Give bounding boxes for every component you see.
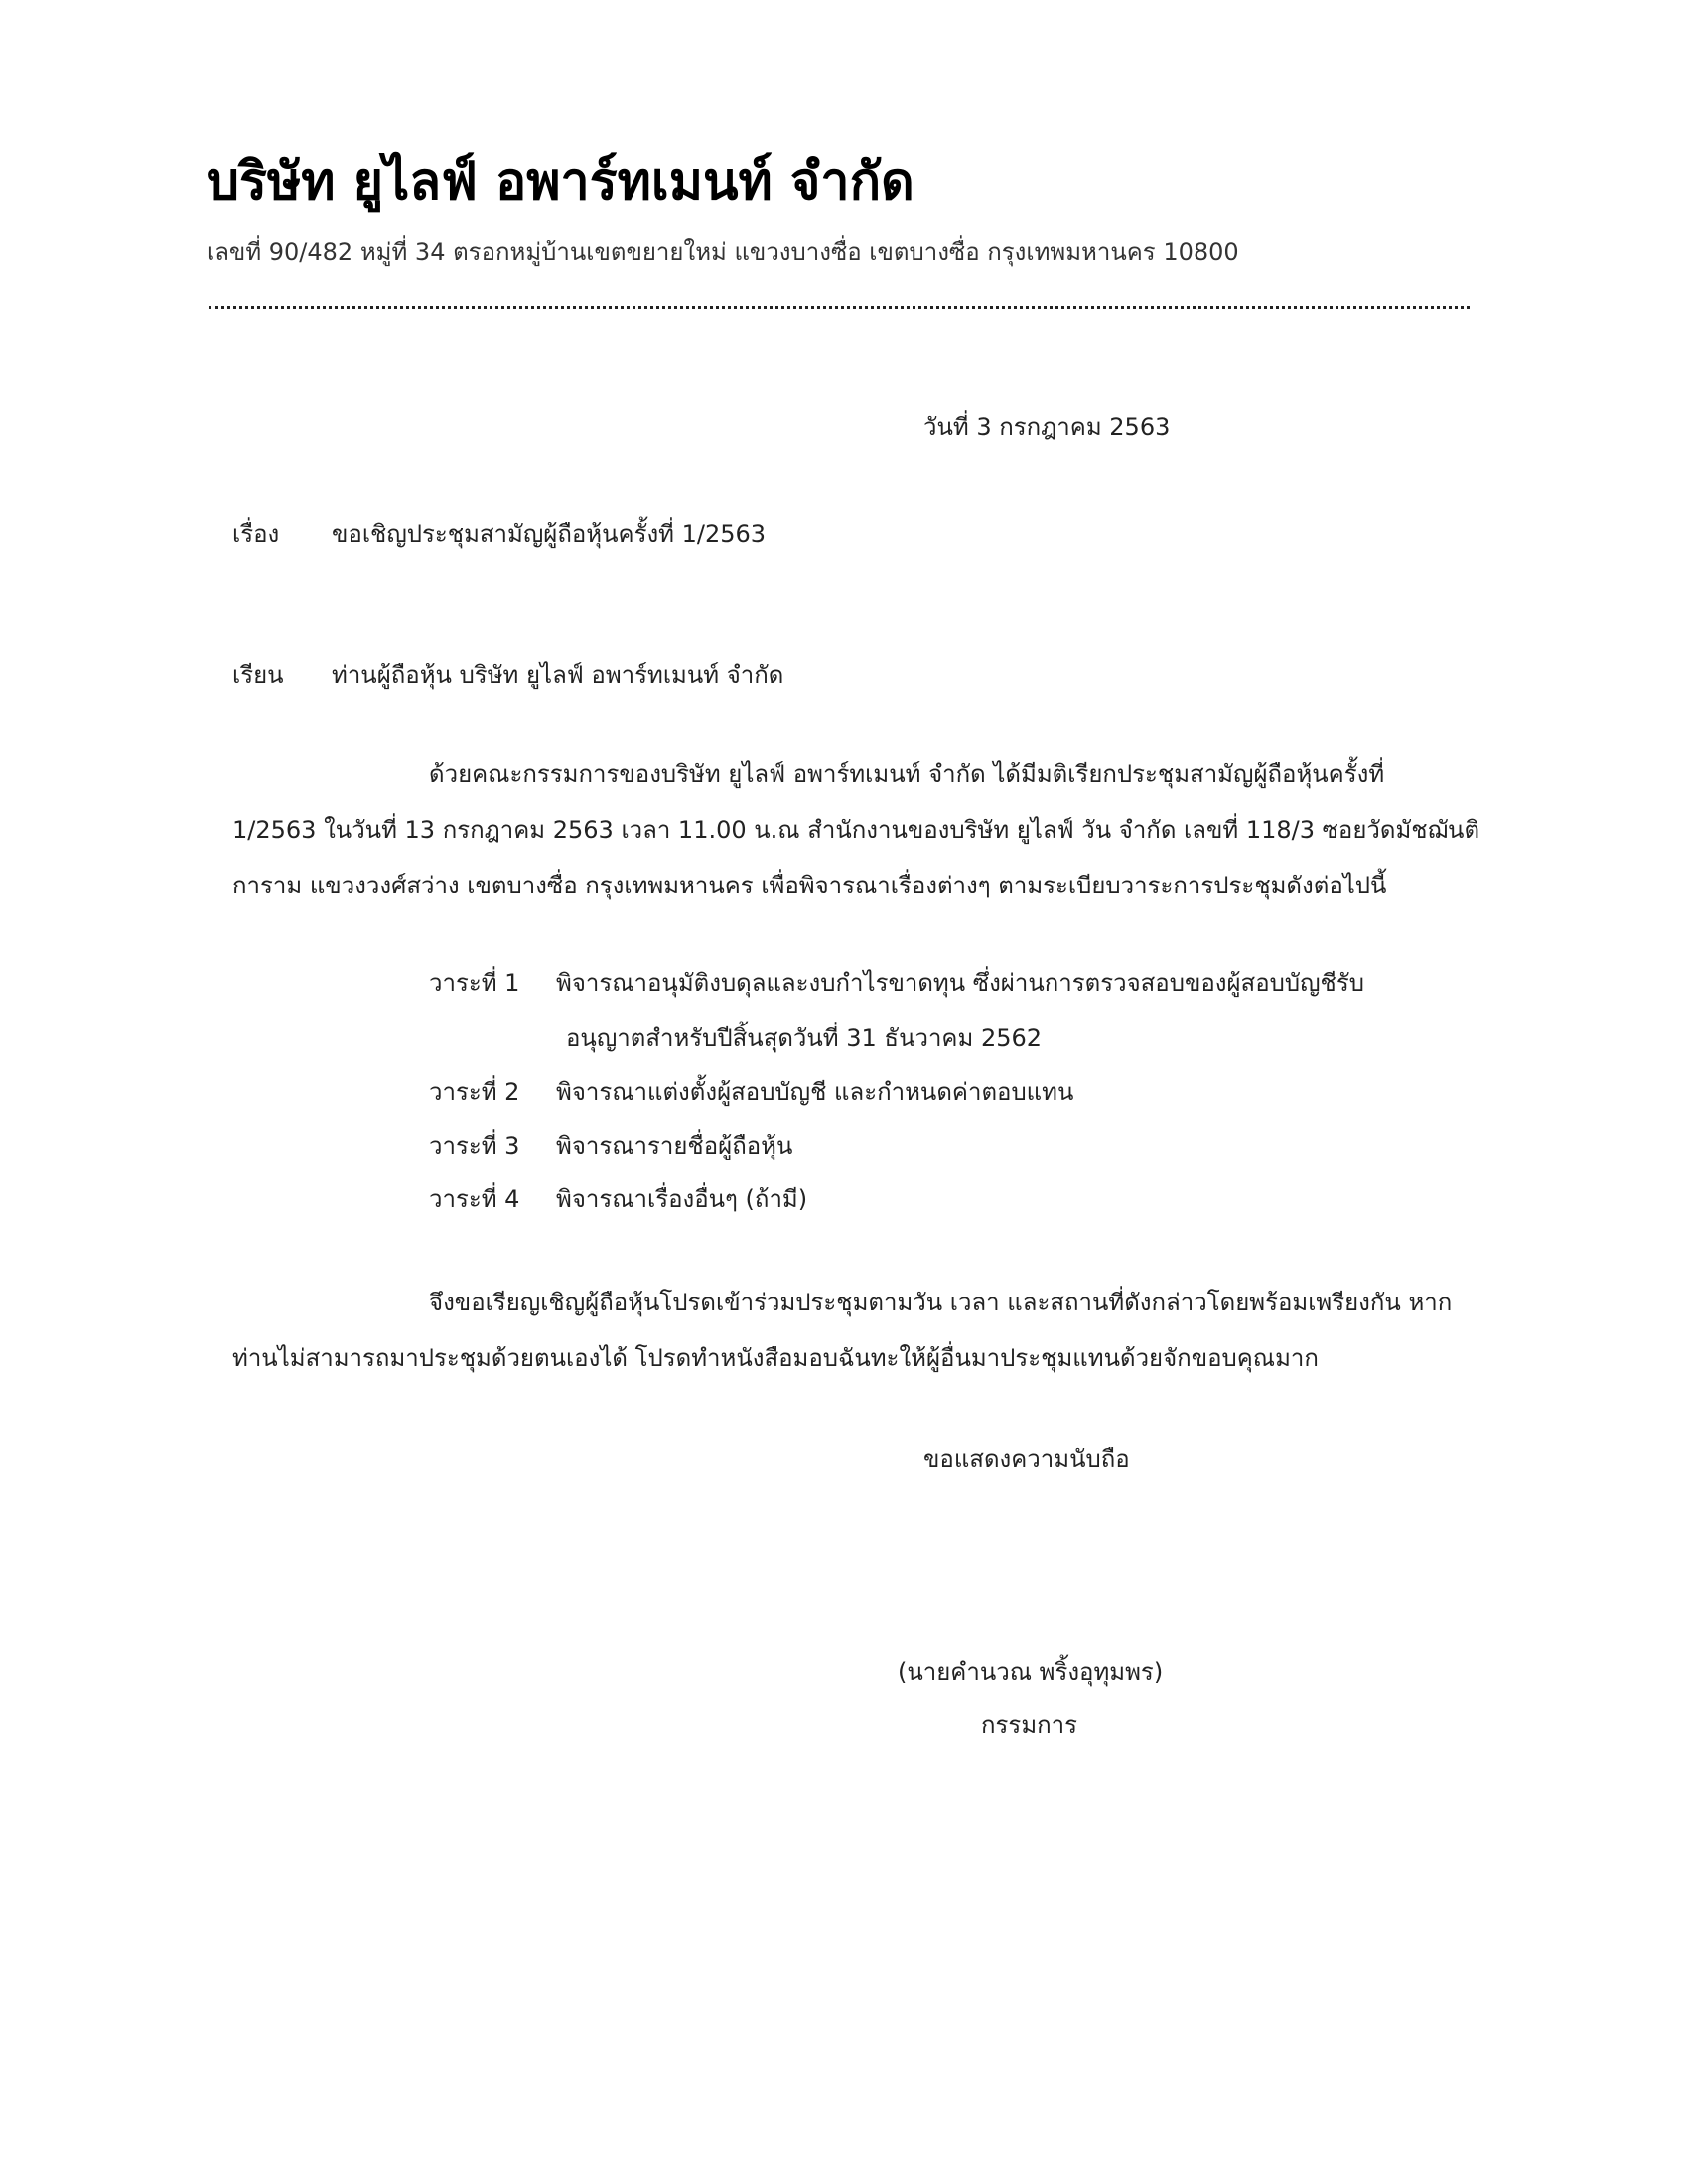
recipient-label: เรียน xyxy=(232,661,284,689)
paragraph-line: จึงขอเรียญเชิญผู้ถือหุ้นโปรดเข้าร่วมประชุมตามวัน เวลา และสถานที่ดังกล่าวโดยพร้อมเพรียงกัน หาก xyxy=(429,1289,1453,1316)
letter-date: วันที่ 3 กรกฎาคม 2563 xyxy=(923,413,1171,441)
agenda-number: วาระที่ 1 xyxy=(429,969,520,997)
paragraph-line: ท่านไม่สามารถมาประชุมด้วยตนเองได้ โปรดทำหนังสือมอบฉันทะให้ผู้อื่นมาประชุมแทนด้วยจักขอบคุณมาก xyxy=(232,1344,1319,1372)
paragraph-line: การาม แขวงวงศ์สว่าง เขตบางซื่อ กรุงเทพมหานคร เพื่อพิจารณาเรื่องต่างๆ ตามระเบียบวาระการประชุมดังต่อไปนี้ xyxy=(232,872,1387,899)
paragraph-line: 1/2563 ในวันที่ 13 กรกฎาคม 2563 เวลา 11.00 น.ณ สำนักงานของบริษัท ยูไลฟ์ วัน จำกัด เลขที่ 118/3 ซอยวัดมัชฌันติ xyxy=(232,816,1480,844)
subject-label: เรื่อง xyxy=(232,520,280,548)
company-name: บริษัท ยูไลฟ์ อพาร์ทเมนท์ จำกัด xyxy=(207,152,914,211)
signer-title: กรรมการ xyxy=(981,1711,1078,1739)
signer-name: (นายคำนวณ พริ้งอุทุมพร) xyxy=(898,1658,1164,1686)
agenda-text-continued: อนุญาตสำหรับปีสิ้นสุดวันที่ 31 ธันวาคม 2562 xyxy=(566,1024,1043,1052)
closing-salutation: ขอแสดงความนับถือ xyxy=(923,1445,1130,1473)
dotted-divider xyxy=(209,306,1470,309)
agenda-number: วาระที่ 4 xyxy=(429,1185,520,1213)
agenda-text: พิจารณารายชื่อผู้ถือหุ้น xyxy=(556,1132,793,1160)
paragraph-line: ด้วยคณะกรรมการของบริษัท ยูไลฟ์ อพาร์ทเมนท์ จำกัด ได้มีมติเรียกประชุมสามัญผู้ถือหุ้นครั้งที่ xyxy=(429,760,1385,788)
agenda-text: พิจารณาอนุมัติงบดุลและงบกำไรขาดทุน ซึ่งผ่านการตรวจสอบของผู้สอบบัญชีรับ xyxy=(556,969,1364,997)
agenda-number: วาระที่ 2 xyxy=(429,1078,520,1106)
agenda-number: วาระที่ 3 xyxy=(429,1132,520,1160)
recipient-text: ท่านผู้ถือหุ้น บริษัท ยูไลฟ์ อพาร์ทเมนท์ จำกัด xyxy=(332,661,784,689)
company-address: เลขที่ 90/482 หมู่ที่ 34 ตรอกหมู่บ้านเขตขยายใหม่ แขวงบางซื่อ เขตบางซื่อ กรุงเทพมหานคร 10800 xyxy=(207,238,1239,266)
agenda-text: พิจารณาแต่งตั้งผู้สอบบัญชี และกำหนดค่าตอบแทน xyxy=(556,1078,1074,1106)
subject-text: ขอเชิญประชุมสามัญผู้ถือหุ้นครั้งที่ 1/2563 xyxy=(332,520,767,548)
agenda-text: พิจารณาเรื่องอื่นๆ (ถ้ามี) xyxy=(556,1185,808,1213)
